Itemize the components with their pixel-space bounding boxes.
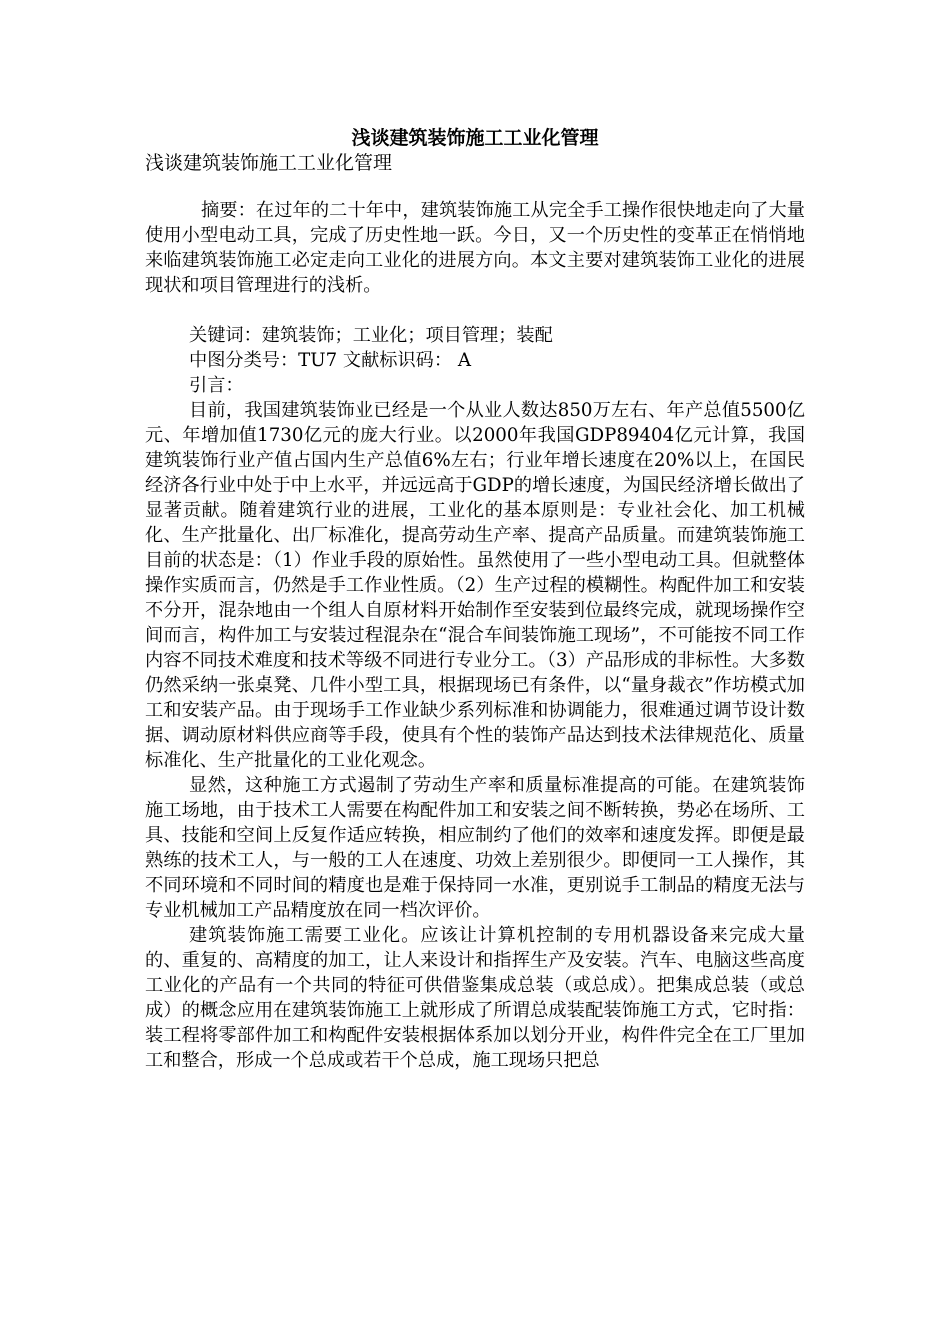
classification-line: 中图分类号：TU7 文献标识码： A (189, 350, 471, 371)
document-subtitle: 浅谈建筑装饰施工工业化管理 (145, 152, 393, 174)
intro-label: 引言： (189, 375, 244, 396)
body-paragraph-3: 建筑装饰施工需要工业化。应该让计算机控制的专用机器设备来完成大量的、重复的、高精度的加工，让人来设计和指挥生产及安装。汽车、电脑这些高度工业化的产品有一个共同的特征可供借鉴集成总装（或总成）。把集成总装（或总成）的概念应用在建筑装饰施工上就形成了所谓总成装配装饰施工方式，它时指：装工程将零部件加工和构配件安装根据体系加以划分开业，构件件完全在工厂里加工和整合，形成一个总成或若干个总成，施工现场只把总 (145, 925, 805, 1071)
document-body (145, 198, 805, 1073)
keywords-line: 关键词：建筑装饰；工业化；项目管理；装配 (189, 325, 553, 346)
paragraph-spacer (145, 298, 805, 323)
document-title: 浅谈建筑装饰施工工业化管理 (351, 127, 599, 149)
body-paragraph-2: 显然，这种施工方式遏制了劳动生产率和质量标准提高的可能。在建筑装饰施工场地，由于技术工人需要在构配件加工和安装之间不断转换，势必在场所、工具、技能和空间上反复作适应转换，相应制约了他们的效率和速度发挥。即便是最熟练的技术工人，与一般的工人在速度、功效上差别很少。即便同一工人操作，其不同环境和不同时间的精度也是难于保持同一水准，更别说手工制品的精度无法与专业机械加工产品精度放在同一档次评价。 (145, 775, 805, 921)
abstract-paragraph: 摘要：在过年的二十年中，建筑装饰施工从完全手工操作很快地走向了大量使用小型电动工具，完成了历史性地一跃。今日，又一个历史性的变革正在悄悄地来临建筑装饰施工必定走向工业化的进展方向。本文主要对建筑装饰工业化的进展现状和项目管理进行的浅析。 (145, 200, 805, 296)
body-paragraph-1: 目前，我国建筑装饰业已经是一个从业人数达850万左右、年产总值5500亿元、年增加值1730亿元的庞大行业。以2000年我国GDP89404亿元计算，我国建筑装饰行业产值占国内生产总值6%左右；行业年增长速度在20%以上，在国民经济各行业中处于中上水平，并远远高于GDP的增长速度，为国民经济增长做出了显著贡献。随着建筑行业的进展，工业化的基本原则是：专业社会化、加工机械化、生产批量化、出厂标准化，提高劳动生产率、提高产品质量。而建筑装饰施工目前的状态是：（1）作业手段的原始性。虽然使用了一些小型电动工具。但就整体操作实质而言，仍然是手工作业性质。（2）生产过程的模糊性。构配件加工和安装不分开，混杂地由一个组人自原材料开始制作至安装到位最终完成，就现场操作空间而言，构件加工与安装过程混杂在“混合车间装饰施工现场”，不可能按不同工作内容不同技术难度和技术等级不同进行专业分工。（3）产品形成的非标性。大多数仍然采纳一张桌凳、几件小型工具，根据现场已有条件，以“量身裁衣”作坊模式加工和安装产品。由于现场手工作业缺少系列标准和协调能力，很难通过调节设计数据、调动原材料供应商等手段，使具有个性的装饰产品达到技术法律规范化、质量标准化、生产批量化的工业化观念。 (145, 400, 805, 771)
